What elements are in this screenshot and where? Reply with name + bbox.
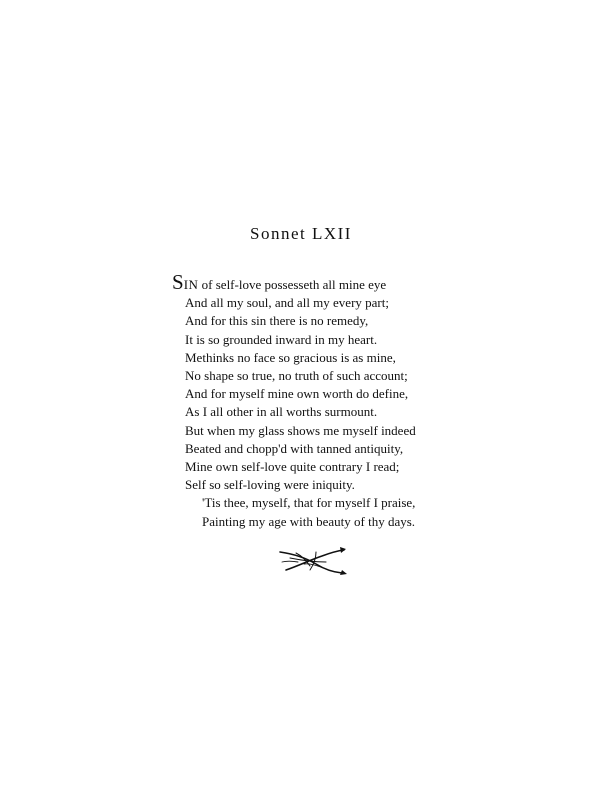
poem-line: No shape so true, no truth of such account; bbox=[185, 368, 408, 384]
poem-line: But when my glass shows me myself indeed bbox=[185, 422, 416, 438]
first-line-text: of self-love possesseth all mine eye bbox=[198, 277, 387, 292]
poem-line: And for myself mine own worth do define, bbox=[185, 386, 409, 402]
poem-line: Mine own self-love quite contrary I read; bbox=[185, 459, 400, 475]
poem-line: As I all other in all worths surmount. bbox=[185, 404, 378, 420]
crossed-sprigs-ornament-icon bbox=[276, 544, 348, 576]
couplet-line: Painting my age with beauty of thy days. bbox=[202, 513, 416, 529]
small-caps-word: IN bbox=[183, 277, 199, 292]
couplet-line: 'Tis thee, myself, that for myself I praise, bbox=[202, 495, 416, 511]
poem-line: It is so grounded inward in my heart. bbox=[185, 331, 378, 347]
poem-line: And all my soul, and all my every part; bbox=[185, 295, 389, 311]
poem-line: Methinks no face so gracious is as mine, bbox=[185, 349, 396, 365]
poem-line: Beated and chopp'd with tanned antiquity, bbox=[185, 440, 404, 456]
drop-cap: S bbox=[172, 270, 184, 294]
poem-line-1 bbox=[172, 270, 416, 294]
poem-body bbox=[172, 270, 416, 531]
page-title: Sonnet LXII bbox=[250, 224, 352, 243]
poem-line: Self so self-loving were iniquity. bbox=[185, 477, 355, 493]
poem-line: And for this sin there is no remedy, bbox=[185, 313, 369, 329]
